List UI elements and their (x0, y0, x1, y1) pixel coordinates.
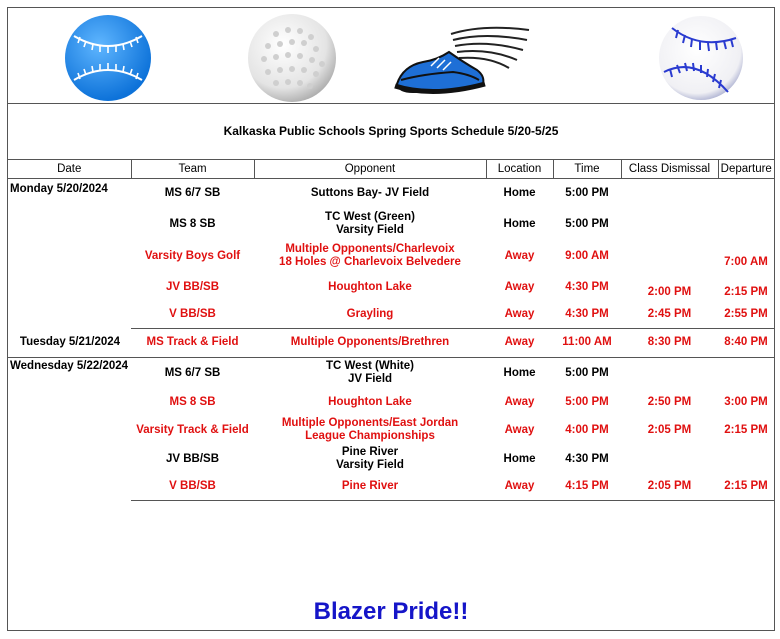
column-header-location: Location (486, 160, 553, 178)
opponent-line: Houghton Lake (328, 395, 412, 408)
time-cell: 5:00 PM (565, 366, 609, 379)
team-cell: JV BB/SB (165, 452, 220, 465)
dismissal-cell: 2:00 PM (647, 286, 692, 298)
opponent-cell (254, 208, 486, 240)
opponent-line: TC West (Green) (325, 211, 415, 223)
location-cell: Home (503, 366, 536, 379)
column-header-time: Time (553, 160, 621, 178)
dismissal-cell (621, 357, 718, 389)
departure-cell: 2:15 PM (718, 473, 774, 500)
team-cell: Varsity Track & Field (136, 423, 249, 436)
departure-cell: 8:40 PM (718, 328, 774, 357)
opponent-line: 18 Holes @ Charlevoix Belvedere (279, 256, 461, 268)
opponent-line: League Championships (305, 430, 435, 442)
opponent-cell (254, 389, 486, 415)
location-cell: Away (504, 280, 535, 293)
logo-band (8, 8, 774, 104)
opponent-cell (254, 357, 486, 389)
dismissal-cell (621, 208, 718, 240)
departure-cell: 3:00 PM (724, 395, 768, 408)
location-cell: Home (503, 452, 536, 465)
column-header-date: Date (8, 160, 131, 178)
opponent-cell (254, 473, 486, 500)
departure-cell: 2:15 PM (724, 423, 768, 436)
opponent-cell (254, 272, 486, 302)
time-cell: 9:00 AM (565, 249, 609, 262)
location-cell: Away (504, 423, 535, 436)
dismissal-cell (621, 445, 718, 473)
departure-cell: 2:55 PM (718, 302, 774, 328)
departure-cell: 2:15 PM (724, 286, 768, 298)
departure-cell: 7:00 AM (724, 256, 768, 268)
opponent-cell (254, 445, 486, 473)
header-row (8, 160, 774, 178)
time-cell: 5:00 PM (565, 186, 609, 199)
column-header-class-dismissal: Class Dismissal (621, 160, 718, 178)
opponent-cell (254, 328, 486, 357)
dismissal-cell: 2:45 PM (621, 302, 718, 328)
opponent-line: Pine River (341, 446, 399, 458)
location-cell: Away (504, 249, 535, 262)
team-cell: V BB/SB (131, 302, 254, 328)
baseball-icon (656, 12, 746, 104)
title-band (8, 104, 774, 160)
departure-cell (718, 357, 774, 389)
time-cell: 4:15 PM (553, 473, 621, 500)
opponent-cell (254, 302, 486, 328)
time-cell: 5:00 PM (565, 395, 609, 408)
time-cell: 4:00 PM (565, 423, 609, 436)
dismissal-cell: 2:05 PM (621, 473, 718, 500)
opponent-line: Houghton Lake (328, 280, 412, 293)
team-cell: MS Track & Field (131, 328, 254, 357)
table-row (8, 178, 774, 208)
opponent-cell (254, 178, 486, 208)
location-cell: Away (504, 395, 535, 408)
team-cell: Varsity Boys Golf (144, 249, 241, 262)
schedule-table (8, 160, 774, 501)
opponent-line: Multiple Opponents/Charlevoix (285, 243, 455, 255)
location-cell: Away (486, 473, 553, 500)
opponent-line: Grayling (346, 308, 394, 321)
schedule-sheet (7, 7, 775, 631)
date-cell: Wednesday 5/22/2024 (10, 359, 129, 372)
team-cell: JV BB/SB (165, 280, 220, 293)
opponent-line: Multiple Opponents/East Jordan (281, 417, 459, 429)
column-header-opponent: Opponent (254, 160, 486, 178)
time-cell: 11:00 AM (553, 328, 621, 357)
opponent-line: Varsity Field (336, 459, 404, 471)
table-row (8, 328, 774, 357)
date-cell: Tuesday 5/21/2024 (8, 328, 131, 357)
departure-cell (718, 445, 774, 473)
time-cell: 4:30 PM (565, 280, 609, 293)
opponent-line: Suttons Bay- JV Field (310, 186, 430, 199)
location-cell: Away (486, 302, 553, 328)
time-cell: 4:30 PM (553, 302, 621, 328)
winged-shoe-icon (393, 22, 533, 100)
departure-cell (718, 208, 774, 240)
dismissal-cell: 2:50 PM (647, 395, 692, 408)
opponent-line: Varsity Field (336, 224, 404, 236)
column-header-team: Team (131, 160, 254, 178)
time-cell: 4:30 PM (565, 452, 609, 465)
departure-cell (718, 178, 774, 208)
opponent-cell (254, 415, 486, 445)
team-cell: V BB/SB (131, 473, 254, 500)
opponent-line: Multiple Opponents/Brethren (290, 336, 450, 348)
time-cell: 5:00 PM (565, 217, 609, 230)
team-cell: MS 6/7 SB (164, 366, 221, 379)
page-title: Kalkaska Public Schools Spring Sports Schedule 5/20-5/25 (223, 124, 559, 138)
footer-slogan: Blazer Pride!! (313, 598, 469, 625)
opponent-line: JV Field (347, 373, 393, 386)
golf-ball-icon (246, 12, 338, 104)
dismissal-cell: 8:30 PM (621, 328, 718, 357)
softball-icon (62, 12, 154, 104)
table-row (8, 357, 774, 389)
date-cell: Monday 5/20/2024 (10, 182, 108, 195)
opponent-line: TC West (White) (326, 360, 414, 373)
location-cell: Home (503, 186, 536, 199)
location-cell: Home (503, 217, 536, 230)
opponent-line: Pine River (341, 479, 399, 492)
opponent-cell (254, 240, 486, 272)
column-header-departure: Departure (718, 160, 774, 178)
team-cell: MS 8 SB (169, 395, 216, 408)
dismissal-cell (621, 178, 718, 208)
dismissal-cell: 2:05 PM (647, 423, 692, 436)
team-cell: MS 6/7 SB (164, 186, 221, 199)
dismissal-cell (621, 240, 718, 272)
team-cell: MS 8 SB (169, 217, 216, 230)
location-cell: Away (486, 328, 553, 357)
